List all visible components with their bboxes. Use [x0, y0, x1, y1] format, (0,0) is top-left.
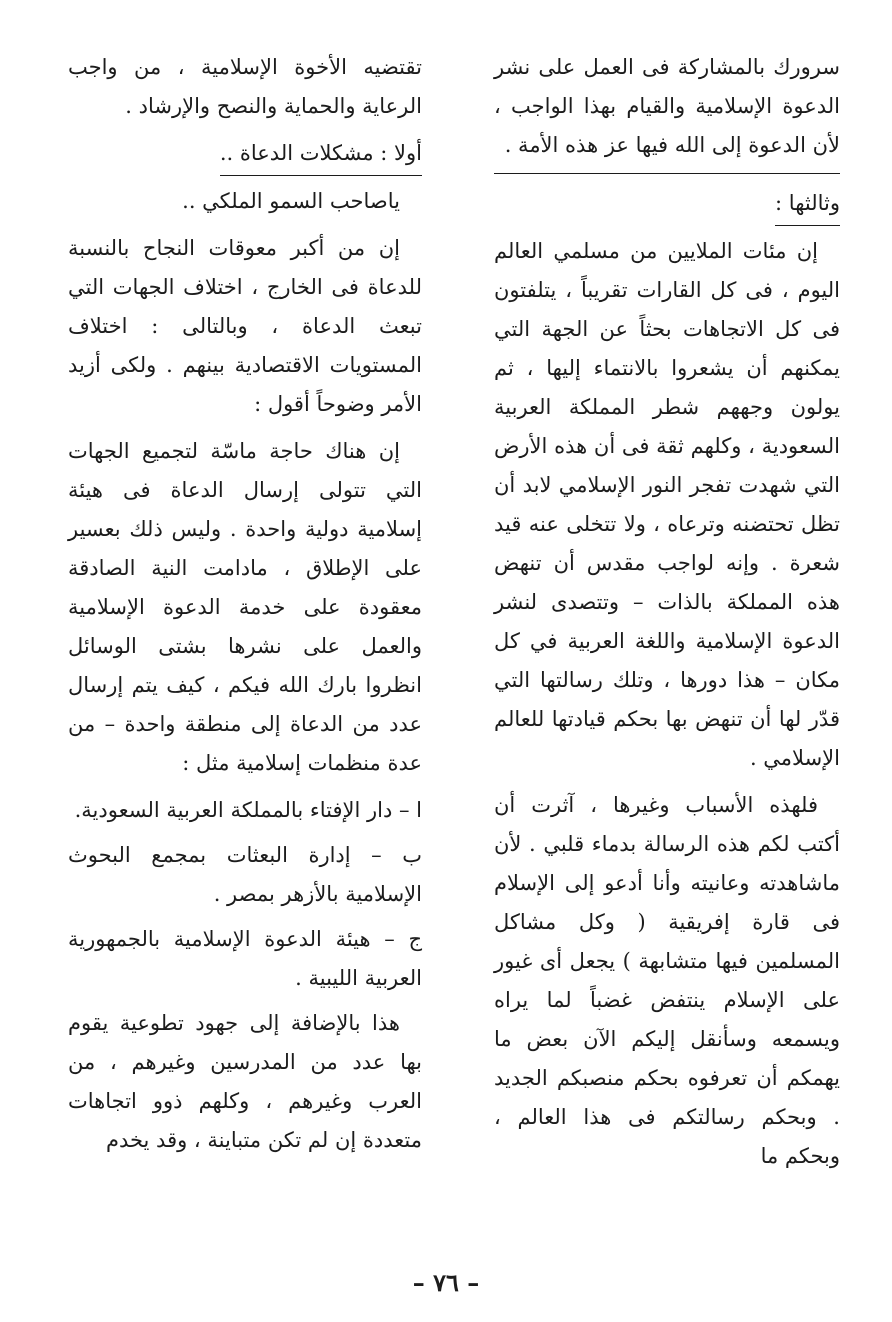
left-intro-paragraph: تقتضيه الأخوة الإسلامية ، من واجب الرعاية والحماية والنصح والإرشاد . — [68, 55, 422, 118]
third-heading: وثالثها : — [775, 184, 840, 226]
section-heading: أولا : مشكلات الدعاة .. — [220, 134, 422, 176]
salutation: ياصاحب السمو الملكي .. — [182, 189, 400, 213]
list-item: ا – دار الإفتاء بالمملكة العربية السعودية. — [74, 798, 422, 822]
page-number: – ٧٦ – — [412, 1268, 480, 1297]
right-paragraph-2: فلهذه الأسباب وغيرها ، آثرت أن أكتب لكم هذه الرسالة بدماء قلبي . لأن ماشاهدته وعانيته وأنا أدعو إلى الإسلام فى قارة إفريقية ( وكل مشاكل المسلمين فيها متشابهة ) يجعل أى غيور على الإسلام ينتفض غضباً لما يراه ويسمعه وسأنقل إليكم الآن بعض ما يهمكم أن تعرفوه بحكم منصبكم الجديد . وبحكم رسالتكم فى هذا العالم ، وبحكم ما — [494, 793, 840, 1168]
list-item: ب – إدارة البعثات بمجمع البحوث الإسلامية بالأزهر بمصر . — [68, 843, 422, 906]
left-paragraph-1: إن من أكبر معوقات النجاح بالنسبة للدعاة فى الخارج ، اختلاف الجهات التي تبعث الدعاة ، وبالتالى : اختلاف المستويات الاقتصادية بينهم . ولكى أزيد الأمر وضوحاً أقول : — [68, 236, 422, 416]
section-divider-right — [494, 173, 840, 174]
right-intro-paragraph: سرورك بالمشاركة فى العمل على نشر الدعوة الإسلامية والقيام بهذا الواجب ، لأن الدعوة إلى الله فيها عز هذه الأمة . — [494, 55, 840, 157]
right-column — [494, 48, 840, 1184]
third-heading-wrap — [494, 184, 840, 226]
left-column — [68, 48, 422, 1168]
list-item: ج – هيئة الدعوة الإسلامية بالجمهورية العربية الليبية . — [68, 927, 422, 990]
right-paragraph-1: إن مئات الملايين من مسلمي العالم اليوم ، فى كل القارات تقريباً ، يتلفتون فى كل الاتجاهات بحثاً عن الجهة التي يمكنهم أن يشعروا بالانتماء إليها ، ثم يولون وجههم شطر المملكة العربية السعودية ، وكلهم ثقة فى أن هذه الأرض التي شهدت تفجر النور الإسلامي لابد أن تظل تحتضنه وترعاه ، ولا تتخلى عنه قيد شعرة . وإنه لواجب مقدس أن تنهض هذه المملكة بالذات – وتتصدى لنشر الدعوة الإسلامية واللغة العربية في كل مكان – هذا دورها ، وتلك رسالتها التي قدّر لها أن تنهض بها بحكم قيادتها للعالم الإسلامي . — [494, 239, 840, 770]
section-heading-wrap — [68, 134, 422, 176]
left-paragraph-3: هذا بالإضافة إلى جهود تطوعية يقوم بها عدد من المدرسين وغيرهم ، من العرب وغيرهم ، وكلهم ذوو اتجاهات متعددة إن لم تكن متباينة ، وقد يخدم — [68, 1011, 422, 1152]
left-paragraph-2: إن هناك حاجة ماسّة لتجميع الجهات التي تتولى إرسال الدعاة فى هيئة إسلامية دولية واحدة . وليس ذلك بعسير على الإطلاق ، مادامت النية الصادقة معقودة على خدمة الدعوة الإسلامية والعمل على نشرها بشتى الوسائل انظروا بارك الله فيكم ، كيف يتم إرسال عدد من الدعاة إلى منطقة واحدة – من عدة منظمات إسلامية مثل : — [68, 439, 422, 775]
